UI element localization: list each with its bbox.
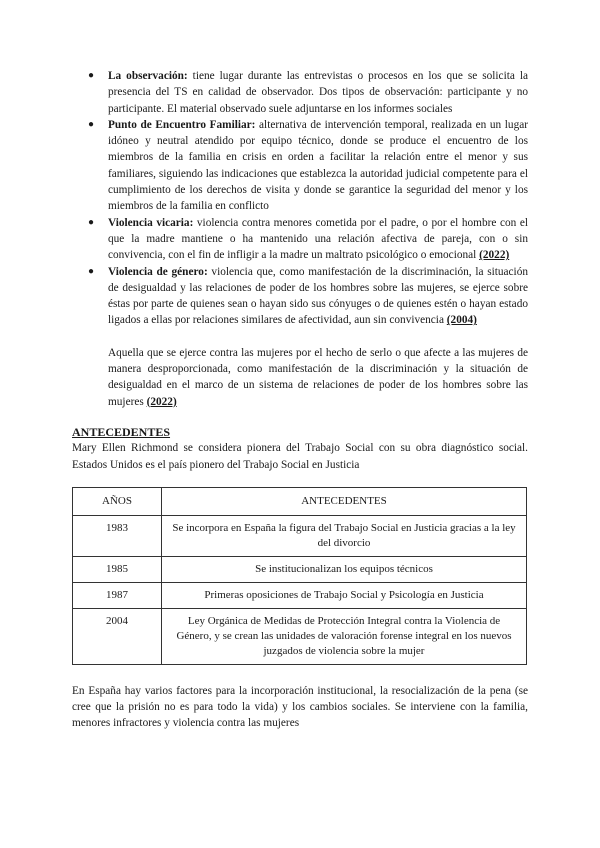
year-cell: 1983 [73,515,162,556]
term: La observación: [108,70,188,82]
definition-text: alternativa de intervención temporal, realizada en un lugar idóneo y neutral atendido por equipo técnico, donde se produce el encuentro de los miembros de la familia en crisis en orden a facilitar la relación entre el menor y sus familiares, siguiendo las indicaciones que establezca la autoridad judicial competente para el cumplimiento de los derechos de visita y donde se garantice la seguridad del menor y los miembros de la familia en conflicto [108,118,529,213]
column-header-years: AÑOS [73,487,162,515]
extra-definition-text: Aquella que se ejerce contra las mujeres por el hecho de serlo o que afecte a las mujeres de manera desproporcionada, como manifestación de la discriminación y la situación de desigualdad en el marco de un sistema de relaciones de poder de los hombres sobre las mujeres [108,346,528,408]
year-reference: (2004) [446,314,477,327]
year-reference: (2022) [146,395,177,408]
definition-text: violencia que, como manifestación de la discriminación, la situación de desigualdad y las relaciones de poder de los hombres sobre las mujeres, se ejerce sobre éstas por parte de quienes sean o hayan sido sus cónyuges o de quienes estén o hayan estado ligados a ellas por relaciones similares de afectividad, aun sin convivencia [108,265,528,327]
bullet-icon: ● [88,70,95,81]
year-cell: 2004 [73,608,162,664]
antecedentes-intro: Mary Ellen Richmond se considera pionera del Trabajo Social con su obra diagnóstico social. Estados Unidos es el país pionero del Trabajo Social en Justicia [72,442,528,471]
description-cell: Se institucionalizan los equipos técnicos [162,556,527,582]
table-row [73,515,527,556]
definition-text: violencia contra menores cometida por el padre, o por el hombre con el que la madre mantiene o ha mantenido una relación afectiva de pareja, con o sin convivencia, con el fin de infligir a la madre un maltrato psicológico o emocional [108,216,528,262]
term: Punto de Encuentro Familiar: [108,118,256,131]
list-item [88,68,529,117]
table-header-row [73,487,527,515]
list-item [88,117,529,215]
definition-text: tiene lugar durante las entrevistas o procesos en los que se solicita la presencia del TS en calidad de observador. Dos tipos de observación: participante y no participante. El material observado suele adjuntarse en los informes sociales [108,70,529,115]
bullet-icon: ● [88,216,95,228]
term: Violencia vicaria: [108,216,194,229]
year-cell: 1987 [73,582,162,608]
list-item [88,215,528,264]
bullet-icon: ● [88,265,95,277]
table-row [73,608,527,664]
term: Violencia de género: [108,265,208,278]
column-header-antecedentes: ANTECEDENTES [162,487,527,515]
definitions-list [72,68,528,329]
description-cell: Se incorpora en España la figura del Trabajo Social en Justicia gracias a la ley del divorcio [162,515,527,556]
antecedentes-table [72,487,527,665]
section-heading-antecedentes: ANTECEDENTES [72,424,171,439]
bullet-icon: ● [88,118,95,130]
year-reference: (2022) [479,249,510,262]
description-cell: Primeras oposiciones de Trabajo Social y Psicología en Justicia [162,582,527,608]
table-row [73,582,527,608]
closing-paragraph: En España hay varios factores para la incorporación institucional, la resocialización de la pena (se cree que la prisión no es para todo la vida) y los cambios sociales. Se interviene con la familia, menores infractores y violencia contra las mujeres [72,684,528,730]
description-cell: Ley Orgánica de Medidas de Protección Integral contra la Violencia de Género, y se crean las unidades de valoración forense integral en los nuevos juzgados de violencia sobre la mujer [162,608,527,664]
table-row [73,556,527,582]
year-cell: 1985 [73,556,162,582]
extra-definition-paragraph [108,345,528,410]
list-item [88,264,528,329]
